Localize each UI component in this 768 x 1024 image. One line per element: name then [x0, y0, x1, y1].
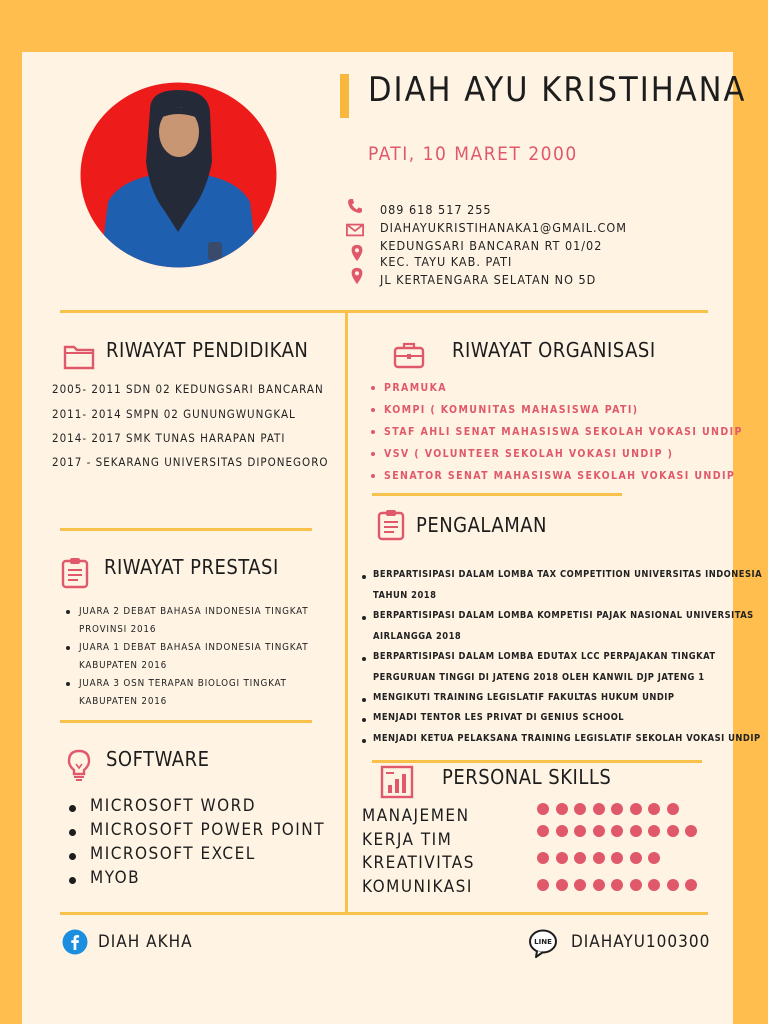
skill-name: KERJA TIM	[362, 830, 453, 850]
skill-dot	[611, 825, 623, 837]
bullet	[69, 829, 76, 836]
software-item: MICROSOFT WORD	[90, 796, 257, 816]
skill-dot	[593, 879, 605, 891]
list-item: KOMPI ( KOMUNITAS MAHASISWA PATI)	[371, 404, 639, 416]
skill-dot	[611, 803, 623, 815]
skill-rating	[537, 879, 704, 891]
section-title-pengalaman: PENGALAMAN	[416, 513, 547, 537]
skill-name: KREATIVITAS	[362, 853, 475, 873]
bar-chart-icon	[380, 765, 414, 799]
clipboard-icon	[374, 507, 408, 541]
column-divider	[345, 312, 348, 912]
lightbulb-icon	[62, 748, 96, 782]
bullet	[69, 853, 76, 860]
bullet	[69, 805, 76, 812]
facebook-icon	[62, 929, 88, 955]
skill-dot	[556, 879, 568, 891]
education-item: 2011- 2014 SMPN 02 GUNUNGWUNGKAL	[52, 407, 296, 421]
email-address: DIAHAYUKRISTIHANAKA1@GMAIL.COM	[380, 220, 627, 235]
name-accent-bar	[340, 74, 349, 118]
section-title-organisasi: RIWAYAT ORGANISASI	[452, 338, 656, 362]
skill-dot	[574, 852, 586, 864]
experience-item: BERPARTISIPASI DALAM LOMBA EDUTAX LCC PERPAJAKAN TINGKAT PERGURUAN TINGGI DI JATENG 2018 OLEH KANWIL DJP JATENG 1	[373, 651, 716, 683]
bullet	[362, 698, 366, 702]
skill-dot	[630, 852, 642, 864]
experience-item: BERPARTISIPASI DALAM LOMBA TAX COMPETITION UNIVERSITAS INDONESIA TAHUN 2018	[373, 569, 763, 601]
software-item: MICROSOFT POWER POINT	[90, 820, 326, 840]
education-item: 2014- 2017 SMK TUNAS HARAPAN PATI	[52, 431, 286, 445]
skill-dot	[593, 825, 605, 837]
bullet	[66, 646, 70, 650]
skill-dot	[667, 803, 679, 815]
skill-dot	[630, 825, 642, 837]
experience-item: BERPARTISIPASI DALAM LOMBA KOMPETISI PAJAK NASIONAL UNIVERSITAS AIRLANGGA 2018	[373, 610, 754, 642]
divider	[60, 310, 708, 313]
skill-dot	[611, 852, 623, 864]
bullet	[362, 739, 366, 743]
skill-name: KOMUNIKASI	[362, 877, 473, 897]
achievement-item: JUARA 1 DEBAT BAHASA INDONESIA TINGKAT KABUPATEN 2016	[79, 642, 309, 671]
address-line: KEDUNGSARI BANCARAN RT 01/02	[380, 238, 603, 253]
experience-item: MENJADI TENTOR LES PRIVAT DI GENIUS SCHOOL	[373, 712, 625, 723]
bullet	[66, 610, 70, 614]
section-title-prestasi: RIWAYAT PRESTASI	[104, 555, 279, 579]
skill-dot	[537, 825, 549, 837]
folder-icon	[62, 339, 96, 373]
address-line: JL KERTAENGARA SELATAN NO 5D	[380, 272, 597, 287]
skill-rating	[537, 825, 704, 837]
skill-dot	[630, 879, 642, 891]
skill-dot	[648, 825, 660, 837]
skill-dot	[556, 825, 568, 837]
education-item: 2017 - SEKARANG UNIVERSITAS DIPONEGORO	[52, 455, 329, 469]
list-item: SENATOR SENAT MAHASISWA SEKOLAH VOKASI UNDIP	[371, 470, 735, 482]
line-icon-label: LINE	[534, 938, 552, 946]
experience-item: MENJADI KETUA PELAKSANA TRAINING LEGISLATIF SEKOLAH VOKASI UNDIP	[373, 733, 761, 744]
software-item: MICROSOFT EXCEL	[90, 844, 256, 864]
skill-dot	[630, 803, 642, 815]
skill-dot	[556, 852, 568, 864]
software-item: MYOB	[90, 868, 141, 888]
section-title-skills: PERSONAL SKILLS	[442, 765, 612, 789]
experience-item: MENGIKUTI TRAINING LEGISLATIF FAKULTAS HUKUM UNDIP	[373, 692, 675, 703]
skill-dot	[611, 879, 623, 891]
achievement-item: JUARA 2 DEBAT BAHASA INDONESIA TINGKAT PROVINSI 2016	[79, 606, 309, 635]
list-item: PRAMUKA	[371, 382, 447, 394]
phone-icon	[346, 197, 364, 215]
skill-dot	[667, 879, 679, 891]
skill-name: MANAJEMEN	[362, 806, 470, 826]
achievement-item: JUARA 3 OSN TERAPAN BIOLOGI TINGKAT KABUPATEN 2016	[79, 678, 287, 707]
skill-rating	[537, 852, 667, 864]
divider	[60, 720, 312, 723]
skill-dot	[648, 879, 660, 891]
list-item: STAF AHLI SENAT MAHASISWA SEKOLAH VOKASI UNDIP	[371, 426, 743, 438]
birth-place-date: PATI, 10 MARET 2000	[368, 143, 578, 165]
skill-dot	[537, 879, 549, 891]
skill-dot	[574, 879, 586, 891]
bullet	[69, 877, 76, 884]
divider	[372, 493, 622, 496]
address-line: KEC. TAYU KAB. PATI	[380, 254, 513, 269]
divider	[372, 760, 702, 763]
phone-number: 089 618 517 255	[380, 202, 492, 217]
bullet	[66, 682, 70, 686]
skill-dot	[574, 803, 586, 815]
briefcase-icon	[392, 338, 426, 372]
skill-dot	[685, 879, 697, 891]
skill-dot	[648, 803, 660, 815]
skill-dot	[537, 852, 549, 864]
skill-dot	[593, 852, 605, 864]
skill-dot	[648, 852, 660, 864]
location-pin-icon	[348, 244, 366, 262]
location-pin-icon	[348, 267, 366, 285]
skill-dot	[537, 803, 549, 815]
education-item: 2005- 2011 SDN 02 KEDUNGSARI BANCARAN	[52, 382, 324, 396]
skill-dot	[685, 825, 697, 837]
full-name: DIAH AYU KRISTIHANA	[368, 70, 747, 110]
bullet	[362, 657, 366, 661]
email-icon	[346, 221, 364, 239]
section-title-software: SOFTWARE	[106, 747, 210, 771]
line-handle: DIAHAYU100300	[571, 932, 711, 952]
list-item: VSV ( VOLUNTEER SEKOLAH VOKASI UNDIP )	[371, 448, 673, 460]
skill-dot	[574, 825, 586, 837]
skill-dot	[667, 825, 679, 837]
profile-photo	[80, 82, 277, 268]
skill-dot	[556, 803, 568, 815]
skill-dot	[593, 803, 605, 815]
line-icon	[528, 928, 558, 958]
divider	[60, 528, 312, 531]
divider	[60, 912, 708, 915]
facebook-handle: DIAH AKHA	[98, 932, 193, 952]
bullet	[362, 718, 366, 722]
skill-rating	[537, 803, 685, 815]
bullet	[362, 616, 366, 620]
bullet	[362, 575, 366, 579]
clipboard-icon	[58, 555, 92, 589]
section-title-pendidikan: RIWAYAT PENDIDIKAN	[106, 338, 309, 362]
